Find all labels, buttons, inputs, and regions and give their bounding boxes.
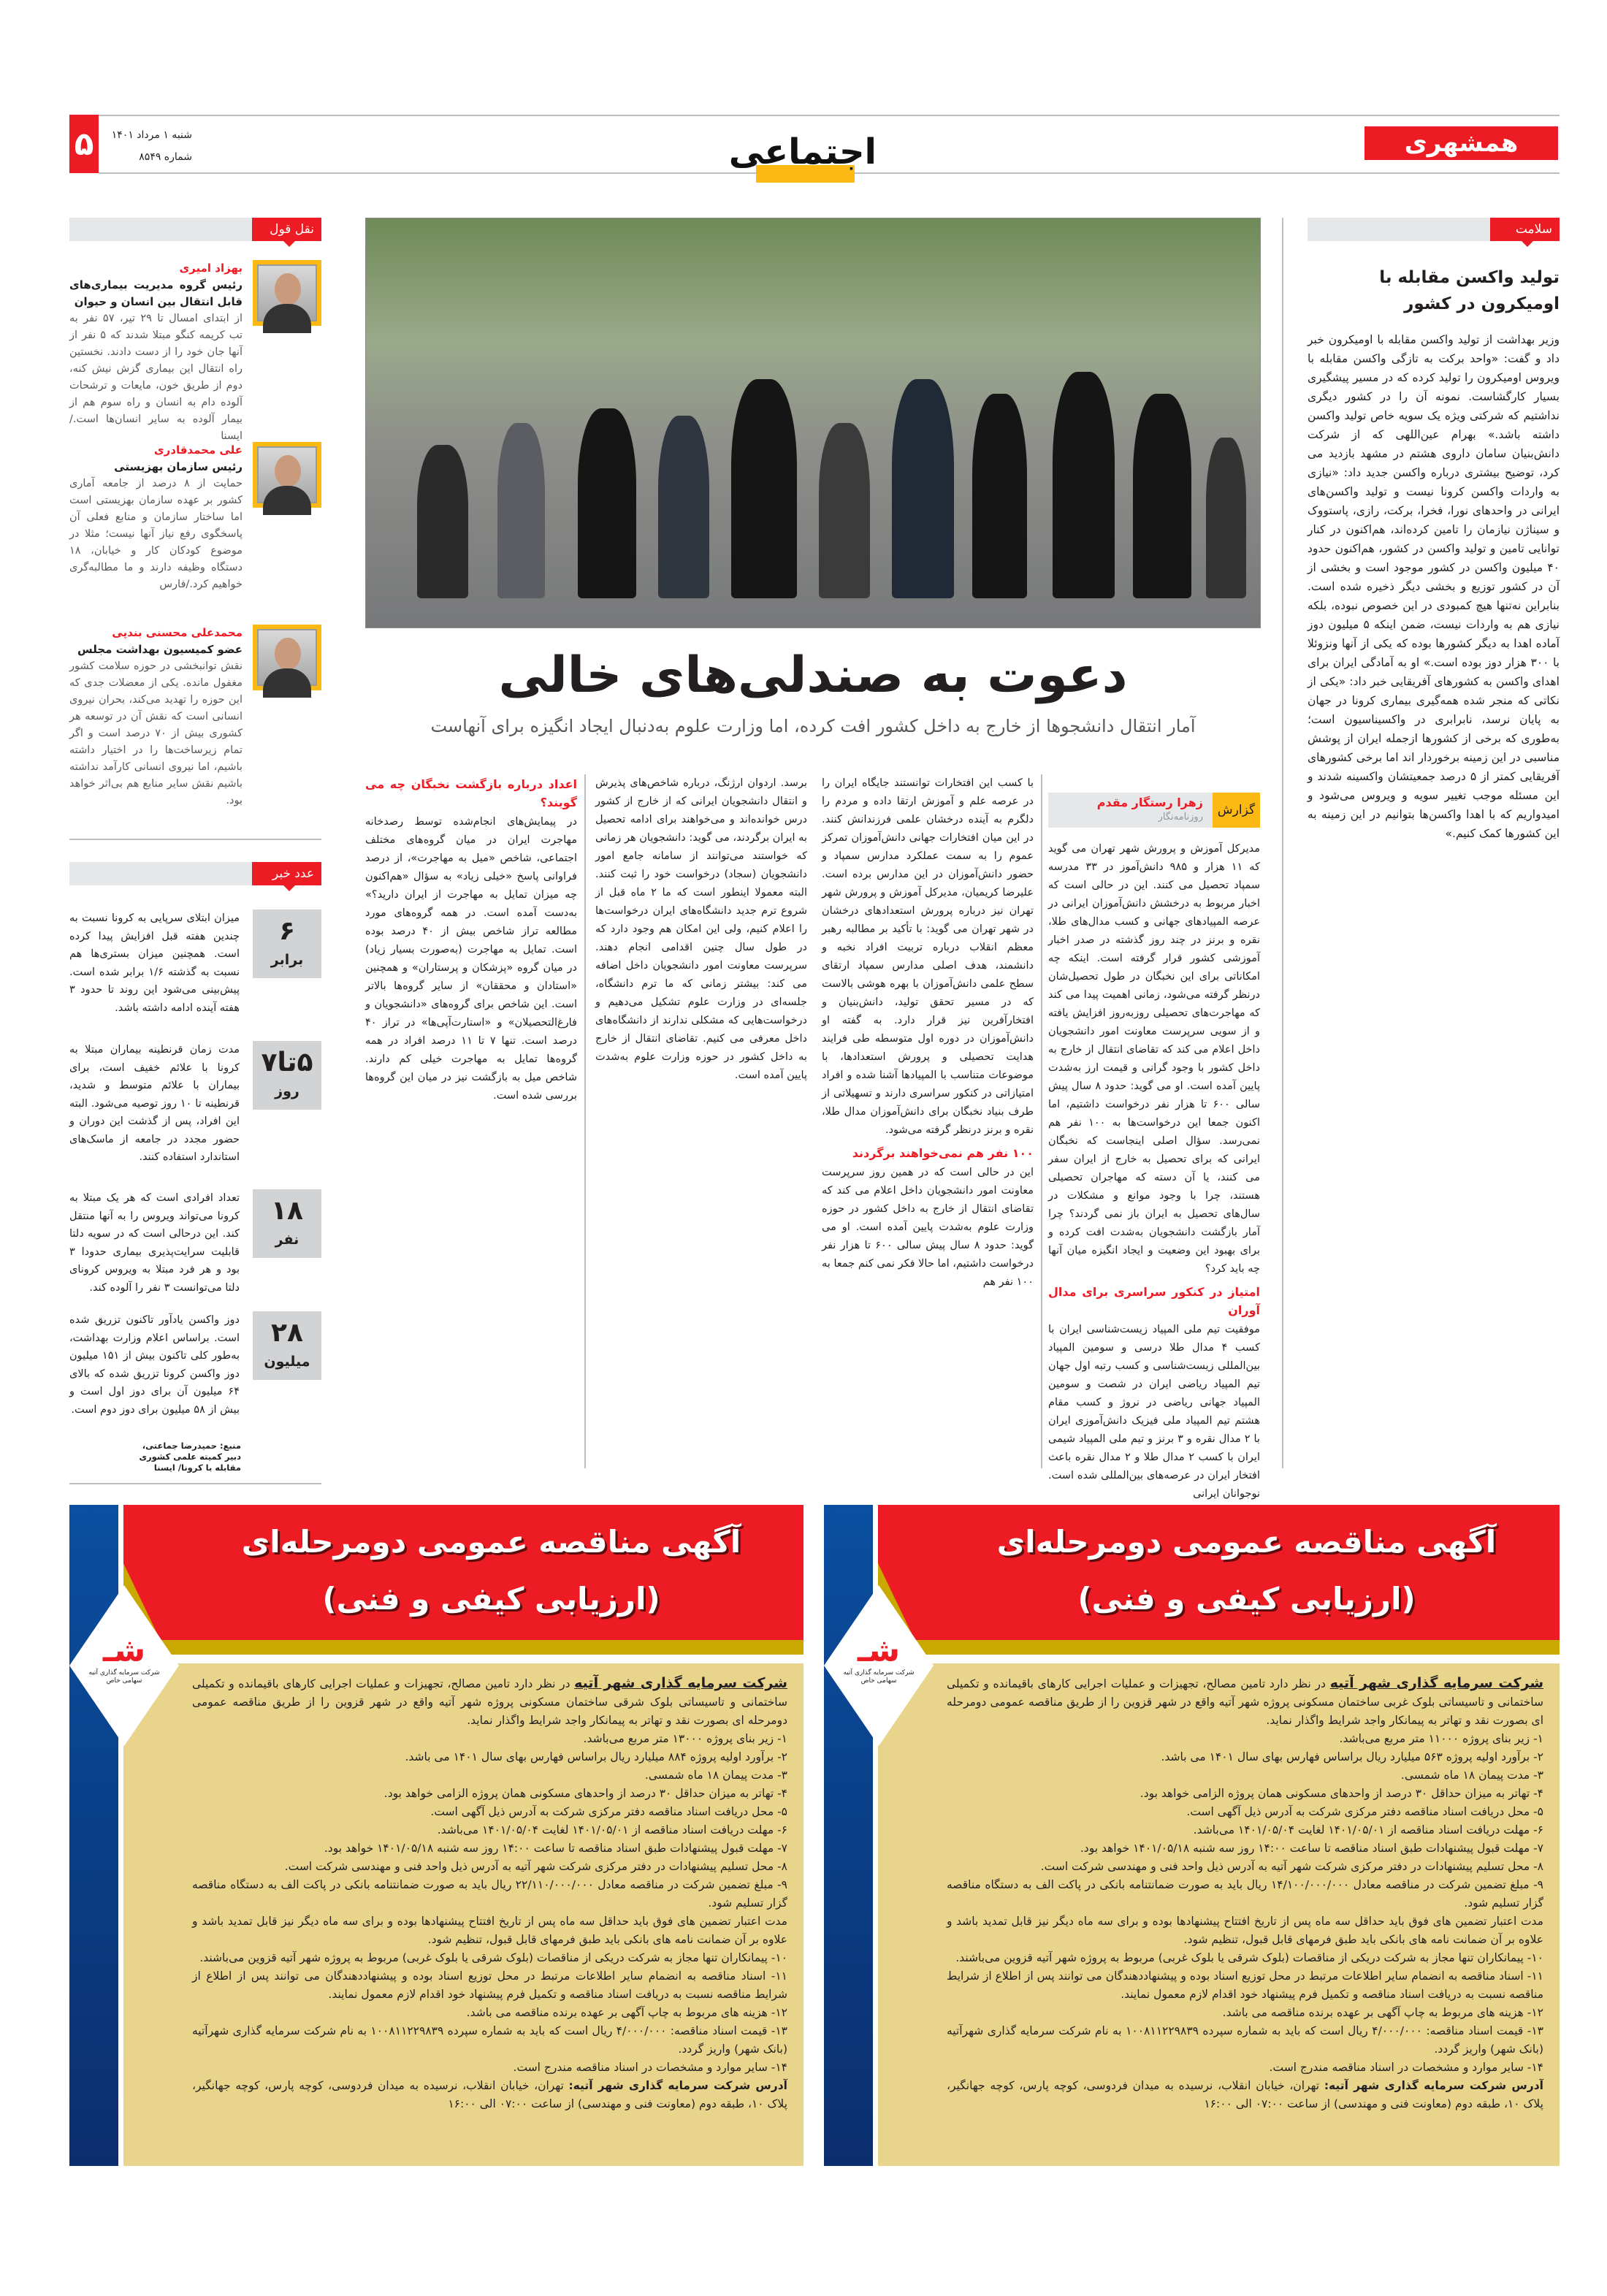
- article-paragraph: این در حالی است که در همین روز سرپرست معاونت امور دانشجویان داخل اعلام می کند که تقاضای انتقال از خارج به داخل کشور در حوزه وزارت علوم به‌شدت پایین آمده است. او می گوید: حدود ۸ سال پیش سالی ۶۰۰ تا هزار نفر درخواست داشتیم، اما حالا فکر نمی کنم جمعا به ۱۰۰ نفر هم: [822, 1167, 1034, 1288]
- number-item: [69, 1311, 321, 1419]
- number-body: میزان ابتلای سرپایی به کرونا نسبت به چندین هفته قبل افزایش پیدا کرده است. همچنین میزان بستری‌ها هم نسبت به گذشته ۱/۶ برابر شده است. پیش‌بینی می‌شود این روند تا حدود ۳ هفته آینده ادامه داشته باشد.: [69, 912, 240, 1014]
- numbers-tag-label: عدد خبر: [252, 862, 321, 885]
- article-paragraph: موفقیت تیم ملی المپیاد زیست‌شناسی ایران با کسب ۴ مدال طلا درسی و سومین المپیاد بین‌المللی زیست‌شناسی و کسب رتبه اول جهان تیم المپیاد ریاضی ایران در شصت و سومین المپیاد جهانی ریاضی در نروژ و کسب مقام هشتم تیم المپیاد ملی فیزیک دانش‌آموزی ایران با ۲ مدال نقره و ۳ برنز و تیم ملی المپیاد شیمی ایران با کسب ۲ مدال طلا و ۲ مدال نقره باعث افتخار ایران در عرصه‌های بین‌المللی شده است. نوجوانان ایرانی: [1048, 1324, 1260, 1500]
- ad-item: مدت اعتبار تضمین های فوق باید حداقل سه ماه پس از تاریخ افتتاح پیشنهادها بوده و برای سه ماه دیگر نیز قابل تمدید باشد و علاوه بر آن ضمانت نامه های بانکی باید طبق فرمهای قابل قبول، تنظیم شود.: [947, 1915, 1543, 1946]
- ad-item: ۹- مبلغ تضمین شرکت در مناقصه معادل ۱۴/۱۰۰/۰۰۰/۰۰۰ ریال باید به صورت ضمانتنامه بانکی در پاکت الف به دستگاه مناقصه گزار تسلیم شود.: [947, 1878, 1543, 1910]
- number-unit: نفر: [275, 1232, 299, 1248]
- number-box: [253, 1041, 321, 1110]
- number-body: مدت زمان قرنطینه بیماران مبتلا به کرونا با علائم خفیف است، برای بیماران با علائم متوسط و شدید، قرنطینه تا ۱۰ روز توصیه می‌شود. البته این افراد، پس از گذشت این دوران و حضور مجدد در جامعه از ماسک‌های استاندارد استفاده کنند.: [69, 1044, 240, 1163]
- quote-item: [69, 260, 321, 445]
- ad-item: ۱۴- سایر موارد و مشخصات در اسناد مناقصه مندرج است.: [1269, 2061, 1543, 2074]
- ad-item: ۴- تهاتر به میزان حداقل ۳۰ درصد از واحدهای مسکونی همان پروژه الزامی خواهد بود.: [1140, 1787, 1543, 1800]
- company-logo-text: شرکت سرمایه گذاری آتیه سهامی خاص: [88, 1669, 160, 1685]
- ad-items: [192, 1730, 787, 2077]
- sidebar-divider: [1282, 218, 1283, 1468]
- ad-item: ۱۳- قیمت اسناد مناقصه: ۴/۰۰۰/۰۰۰ ریال است که باید به شماره سپرده ۱۰۰۸۱۱۲۲۹۸۳۹ به نام شرکت سرمایه گذاری شهرآتیه (بانک شهر) واریز گردد.: [947, 2024, 1544, 2056]
- numbers-source: منبع: حمیدرضا جماعتی، دبیر کمیته علمی کشوری مقابله با کرونا/ ایسنا: [139, 1441, 241, 1473]
- main-article-photo: [365, 218, 1261, 628]
- ad-item: ۲- برآورد اولیه پروژه ۸۸۴ میلیارد ریال براساس فهارس بهای سال ۱۴۰۱ می باشد.: [405, 1750, 787, 1763]
- article-paragraph: در پیمایش‌های انجام‌شده توسط رصدخانه مهاجرت ایران در میان گروه‌های مختلف اجتماعی، شاخص «میل به مهاجرت»، از درصد فراوانی پاسخ «خیلی زیاد» به سؤال «هم‌اکنون چه میزان تمایل به مهاجرت از ایران دارید؟» به‌دست آمده است. در همه گروه‌های مورد مطالعه تراز شاخص بیش از ۴۰ درصد بوده است. تمایل به مهاجرت (به‌صورت بسیار زیاد) در میان گروه «پزشکان و پرستاران» و همچنین «استادان و محققان» از سایر گروه‌ها بالاتر است. این شاخص برای گروه‌های «دانشجویان و فارغ‌التحصیلان» و «استارت‌آپی‌ها» در تراز ۴۰ درصد است. تنها ۷ تا ۱۱ درصد افراد در همه گروه‌ها تمایل به مهاجرت خیلی کم دارند. شاخص میل به بازگشت نیز در میان این گروه‌ها بررسی شده است.: [365, 816, 578, 1102]
- article-paragraph: برسد. اردوان ارژنگ، درباره شاخص‌های پذیرش و انتقال دانشجویان ایرانی که از خارج از کشور درس خوانده‌اند و می‌خواهند برای ادامه تحصیل به ایران برگردند، می گوید: دانشجویان هر زمانی که خواستند می‌توانند از سامانه جامع امور دانشجویان (سجاد) درخواست خود را ثبت کنند. البته معمولا اینطور است که ما ۲ ماه قبل از شروع ترم جدید دانشگاه‌های ایران درخواست‌ها را اعلام کنیم، ولی این امکان هم وجود دارد که در طول سال چنین اقدامی انجام دهند. سرپرست معاونت امور دانشجویان داخل اضافه می کند: بیشتر زمانی که ما ترم دانشگاه، جلسه‌ای در وزارت علوم تشکیل می‌دهیم و درخواست‌هایی که مشکلی ندارند از دانشگاه‌های داخل معرفی می کنیم. تقاضای انتقال از خارج به داخل کشور در حوزه وزارت علوم به‌شدت پایین آمده است.: [595, 777, 807, 1081]
- number-body: دوز واکسن یادآور تاکنون تزریق شده است. براساس اعلام وزارت بهداشت، به‌طور کلی تاکنون بیش از ۱۵۱ میلیون دوز واکسن کرونا تزریق شده که بالای ۶۴ میلیون آن برای دوز اول است و بیش از ۵۸ میلیون برای دوز دوم است.: [69, 1314, 240, 1416]
- ad-title-line: آگهی مناقصه عمومی دومرحله‌ای: [996, 1524, 1497, 1560]
- tender-ad-east: [69, 1505, 804, 2166]
- section-logo: [728, 131, 877, 183]
- number-unit: برابر: [270, 952, 304, 968]
- ad-item: ۶- مهلت دریافت اسناد مناقصه از ۱۴۰۱/۰۵/۰۱ لغایت ۱۴۰۱/۰۵/۰۴ می‌باشد.: [437, 1823, 787, 1837]
- health-tag-label: سلامت: [1490, 218, 1560, 241]
- ad-item: ۱۲- هزینه های مربوط به چاپ آگهی بر عهده برنده مناقصه می باشد.: [466, 2006, 787, 2019]
- ad-item: ۸- محل تسلیم پیشنهادات در دفتر مرکزی شرکت شهر آتیه به آدرس ذیل واحد فنی و مهندسی شرکت است.: [284, 1860, 787, 1873]
- article-paragraph: با کسب این افتخارات توانستند جایگاه ایران را در عرصه علم و آموزش ارتقا داده و مردم را دلگرم به آینده درخشان علمی فرزندانش کنند. در این میان افتخارات جهانی دانش‌آموزان تمرکز عموم را به سمت عملکرد مدارس سمپاد و حضور دانش‌آموزان در این مدارس برده است. علیرضا کریمیان، مدیرکل آموزش و پرورش شهر تهران نیز درباره پرورش استعدادهای درخشان در شهر تهران می گوید: با تأکید بر مطالبه رهبر معظم انقلاب درباره تربیت افراد نخبه و دانشمند، هدف اصلی مدارس سمپاد ارتقای سطح علمی دانش‌آموزان با بهره هوشی بالاست که در مسیر تحقق تولید، دانش‌بنیان و افتخارآفرین نیز قرار دارد. به گفته او دانش‌آموزان در دوره اول متوسطه طی فرایند هدایت تحصیلی و پرورش استعدادها، با موضوعات متناسب با المپیادها آشنا شده و افراد امتیازاتی در کنکور سراسری دارند و تسهیلاتی از طرف بنیاد نخبگان برای دانش‌آموزان مدال طلا، نقره و برنز درنظر گرفته می‌شود.: [822, 777, 1034, 1136]
- ad-intro: در نظر دارد تامین مصالح، تجهیزات و عملیات اجرایی کارهای باقیمانده و تکمیلی ساختمانی و تاسیساتی بلوک غربی ساختمان مسکونی پروژه شهر آتیه واقع در شهر قزوین را از طریق مناقصه عمومی دومرحله ای بصورت نقد و تهاتر به پیمانکار واجد شرایط واگذار نماید.: [947, 1677, 1543, 1727]
- article-paragraph: مدیرکل آموزش و پرورش شهر تهران می گوید که ۱۱ هزار و ۹۸۵ دانش‌آموز در ۳۳ مدرسه سمپاد تحصیل می کنند. این در حالی است که اخبار مربوط به درخشش دانش‌آموزان ایرانی در عرصه المپیادهای جهانی و کسب مدال‌های طلا، نقره و برنز در چند روز گذشته در صدر اخبار آموزشی کشور قرار گرفته است. اینکه چه امکاناتی برای این نخبگان در طول تحصیل‌شان درنظر گرفته می‌شود، زمانی اهمیت پیدا می کند که مهاجرت‌های تحصیلی روزبه‌روز افزایش یافته و از سویی سرپرست معاونت امور دانشجویان داخل اعلام می کند که تقاضای انتقال از خارج به داخل کشور با وجود گرانی و قیمت ارز به‌شدت پایین آمده است. او می گوید: حدود ۸ سال پیش سالی ۶۰۰ تا هزار نفر درخواست داشتیم، اما اکنون جمعا این درخواست‌ها به ۱۰۰ نفر هم نمی‌رسد. سؤال اصلی اینجاست که نخبگان ایرانی که برای تحصیل به خارج از ایران سفر می کنند، یا آن دسته که مهاجران تحصیلی هستند، چرا با وجود موانع و مشکلات در سال‌های تحصیل به ایران باز نمی گردند؟ چرا آمار بازگشت دانشجویان به‌شدت افت کرده و برای بهبود این وضعیت و ایجاد انگیزه میان آنها چه باید کرد؟: [1048, 843, 1261, 1275]
- ad-address-label: آدرس شرکت سرمایه گذاری شهر آتیه:: [1324, 2079, 1543, 2092]
- ad-title-line: (ارزیابی کیفی و فنی): [322, 1581, 660, 1617]
- ad-item: ۱۱- اسناد مناقصه به انضمام سایر اطلاعات مرتبط در محل توزیع اسناد بوده و پیشنهاددهندگان می توانند پس از اطلاع از شرایط مناقصه نسبت به دریافت اسناد مناقصه و تکمیل فرم پیشنهاد خود اقدام لازم معمول نمایند.: [947, 1969, 1543, 2001]
- article-subheading: اعداد درباره بازگشت نخبگان چه می گویند؟: [365, 777, 577, 809]
- ad-address: تهران، خیابان انقلاب، نرسیده به میدان فردوسی، کوچه پارس، کوچه جهانگیر، پلاک ۱۰، طبقه دوم (معاونت فنی و مهندسی) از ساعت ۰۷:۰۰ الی ۱۶:۰۰: [947, 2079, 1543, 2110]
- ad-item: ۳- مدت پیمان ۱۸ ماه شمسی.: [644, 1769, 787, 1782]
- divider: [69, 1483, 321, 1484]
- ad-item: ۱۴- سایر موارد و مشخصات در اسناد مناقصه مندرج است.: [513, 2061, 787, 2074]
- number-box: [253, 1189, 321, 1258]
- quote-name: بهزاد امیری: [179, 262, 243, 275]
- ad-item: ۱۳- قیمت اسناد مناقصه: ۴/۰۰۰/۰۰۰ ریال است که باید به شماره سپرده ۱۰۰۸۱۱۲۲۹۸۳۹ به نام شرکت سرمایه گذاری شهرآتیه (بانک شهر) واریز گردد.: [192, 2024, 788, 2056]
- numbers-tag: [69, 862, 321, 885]
- ad-title: [194, 1514, 789, 1628]
- report-label: گزارش: [1213, 793, 1260, 828]
- ad-item: ۵- محل دریافت اسناد مناقصه دفتر مرکزی شرکت به آدرس ذیل آگهی است.: [1186, 1805, 1543, 1818]
- ad-title: [948, 1514, 1545, 1628]
- article-column: [365, 771, 577, 1468]
- quote-body: نقش توانبخشی در حوزه سلامت کشور مغفول مانده. یکی از معضلات جدی که این حوزه را تهدید می‌کند، بحران نیروی انسانی است که نقش آن در توسعه هر کشوری بیش از ۷۰ درصد است و اگر تمام زیرساخت‌ها را در اختیار داشته باشیم، اما نیروی انسانی کارآمد نداشته باشیم نقش سایر منابع هم بی‌اثر خواهد بود.: [69, 660, 243, 806]
- article-subheading: ۱۰۰ نفر هم نمی‌خواهند برگردند: [852, 1146, 1034, 1160]
- number-value: ۶: [279, 916, 295, 946]
- author-name: زهرا رستگار مقدم: [1096, 796, 1203, 809]
- column-divider: [1041, 774, 1042, 1468]
- ad-item: ۸- محل تسلیم پیشنهادات در دفتر مرکزی شرکت شهر آتیه به آدرس ذیل واحد فنی و مهندسی شرکت است.: [1040, 1860, 1543, 1873]
- number-box: [253, 909, 321, 978]
- ad-item: ۵- محل دریافت اسناد مناقصه دفتر مرکزی شرکت به آدرس ذیل آگهی است.: [430, 1805, 787, 1818]
- ad-item: ۳- مدت پیمان ۱۸ ماه شمسی.: [1400, 1769, 1543, 1782]
- ad-item: ۱۲- هزینه های مربوط به چاپ آگهی بر عهده برنده مناقصه می باشد.: [1222, 2006, 1543, 2019]
- number-body: تعداد افرادی است که هر یک مبتلا به کرونا می‌تواند ویروس را به آنها منتقل کند. این درحالی است که در سویه دلتا قابلیت سرایت‌پذیری بیماری حدودا ۳ بود و هر فرد مبتلا به ویروس کرونای دلتا می‌توانست ۳ نفر را آلوده کند.: [69, 1192, 240, 1294]
- company-logo: شـ شرکت سرمایه گذاری آتیه سهامی خاص: [839, 1633, 919, 1698]
- portrait-photo: [253, 442, 321, 508]
- ad-gold-band: [123, 1640, 804, 1655]
- ad-item: مدت اعتبار تضمین های فوق باید حداقل سه ماه پس از تاریخ افتتاح پیشنهادها بوده و برای سه ماه دیگر نیز قابل تمدید باشد و علاوه بر آن ضمانت نامه های بانکی باید طبق فرمهای قابل قبول، تنظیم شود.: [192, 1915, 787, 1946]
- quote-name: محمدعلی محسنی بندپی: [112, 626, 243, 639]
- report-byline: [1048, 793, 1260, 828]
- ad-title-line: آگهی مناقصه عمومی دومرحله‌ای: [241, 1524, 741, 1560]
- article-column: [822, 774, 1034, 1468]
- number-item: [69, 1189, 321, 1297]
- ad-body: [192, 1674, 787, 2113]
- quote-body: از ابتدای امسال تا ۲۹ تیر، ۵۷ نفر به تب کریمه کنگو مبتلا شدند که ۵ نفر از آنها جان خود را از دست دادند. نخستین راه انتقال این بیماری گزش نیش کنه، دوم از طریق خون، مایعات و ترشحات آلوده دام به انسان و راه سوم هم از بیمار آلوده به سایر انسان‌ها است./ایسنا: [69, 313, 243, 442]
- quotes-tag: [69, 218, 321, 241]
- ad-item: ۴- تهاتر به میزان حداقل ۳۰ درصد از واحدهای مسکونی همان پروژه الزامی خواهد بود.: [383, 1787, 787, 1800]
- ad-item: ۶- مهلت دریافت اسناد مناقصه از ۱۴۰۱/۰۵/۰۱ لغایت ۱۴۰۱/۰۵/۰۴ می‌باشد.: [1193, 1823, 1543, 1837]
- quote-role: رئیس سازمان بهزیستی: [114, 460, 243, 473]
- ad-body: [947, 1674, 1543, 2113]
- quote-item: [69, 625, 321, 809]
- article-subhead: آمار انتقال دانشجوها از خارج به داخل کشور افت کرده، اما وزارت علوم به‌دنبال ایجاد انگیزه برای آنهاست: [430, 716, 1196, 736]
- company-logo-text: شرکت سرمایه گذاری آتیه سهامی خاص: [843, 1669, 915, 1685]
- page-number: ۵: [69, 115, 99, 173]
- article-headline: دعوت به صندلی‌های خالی: [498, 647, 1128, 704]
- ad-item: ۱۰- پیمانکاران تنها مجاز به شرکت دریکی از مناقصات (بلوک شرقی یا بلوک غربی) مربوط به پروژه شهر آتیه قزوین می‌باشند.: [955, 1951, 1543, 1964]
- article-column: [1048, 840, 1261, 1500]
- quotes-tag-label: نقل قول: [252, 218, 321, 241]
- ad-blue-band: [824, 1505, 873, 2166]
- portrait-photo: [253, 260, 321, 326]
- article-column: [595, 774, 807, 1468]
- ad-item: ۹- مبلغ تضمین شرکت در مناقصه معادل ۲۲/۱۱۰/۰۰۰/۰۰۰ ریال باید به صورت ضمانتنامه بانکی در پاکت الف به دستگاه مناقصه گزار تسلیم شود.: [192, 1878, 787, 1910]
- divider: [69, 839, 321, 840]
- ad-item: ۱- زیر بنای پروژه ۱۱۰۰۰ متر مربع می‌باشد.: [1339, 1732, 1543, 1745]
- number-item: [69, 1041, 321, 1167]
- number-box: [253, 1311, 321, 1380]
- quote-body: حمایت از ۸ درصد از جامعه آماری کشور بر عهده سازمان بهزیستی است اما ساختار سازمان و منابع فعلی آن پاسخگوی رفع نیاز آنها نیست؛ مثلا در موضوع کودکان کار و خیابان، ۱۸ دستگاه وظیفه دارند و ما مطالبه‌گری خواهیم کرد./فارس: [69, 478, 243, 590]
- number-value: ۲۸: [271, 1318, 303, 1348]
- number-item: [69, 909, 321, 1017]
- newspaper-logo: همشهری: [1364, 126, 1558, 160]
- quote-role: رئیس گروه مدیریت بیماری‌های قابل انتقال بین انسان و حیوان: [69, 278, 243, 308]
- ad-title-line: (ارزیابی کیفی و فنی): [1077, 1581, 1416, 1617]
- ad-address-label: آدرس شرکت سرمایه گذاری شهر آتیه:: [568, 2079, 787, 2092]
- author-role: روزنامه‌نگار: [1158, 812, 1203, 823]
- ad-item: ۱۰- پیمانکاران تنها مجاز به شرکت دریکی از مناقصات (بلوک شرقی یا بلوک غربی) مربوط به پروژه شهر آتیه قزوین می‌باشند.: [199, 1951, 787, 1964]
- number-value: ۱۸: [271, 1196, 303, 1226]
- quote-role: عضو کمیسیون بهداشت مجلس: [77, 643, 243, 656]
- section-title: اجتماعی: [728, 131, 877, 172]
- ad-intro: در نظر دارد تامین مصالح، تجهیزات و عملیات اجرایی کارهای باقیمانده و تکمیلی ساختمانی و تاسیساتی بلوک شرقی ساختمان مسکونی پروژه شهر آتیه واقع در شهر قزوین را از طریق مناقصه عمومی دومرحله ای بصورت نقد و تهاتر به پیمانکار واجد شرایط واگذار نماید.: [192, 1677, 787, 1727]
- ad-items: [947, 1730, 1543, 2077]
- issue-date: شنبه ۱ مرداد ۱۴۰۱: [111, 129, 192, 141]
- ad-company: شرکت سرمایه گذاری شهر آتیه: [574, 1675, 787, 1691]
- ad-blue-band: [69, 1505, 118, 2166]
- tender-ad-west: [824, 1505, 1560, 2166]
- issue-info: [104, 124, 192, 168]
- health-body: وزیر بهداشت از تولید واکسن مقابله با اومیکرون خبر داد و گفت: «واحد برکت به تازگی واکسن مقابله با ویروس اومیکرون را تولید کرده که در مسیر پیشگیری بسیار کارگشاست. نمونه آن را در کشور دیگری نداشتیم که شرکتی ویژه یک سویه خاص تولید واکسن داشته باشد.» بهرام عین‌اللهی که از شرکت دانش‌بنیان سامان داروی هشتم در مشهد بازدید می کرد، توضیح بیشتری درباره واکسن جدید داد: «نیازی به واردات واکسن کرونا نیست و تولید واکسن‌های ایرانی در واحدهای نورا، فخرا، برکت، رازی، پاستووک و سیناژن نیازمان را تامین کرده‌اند، هم‌اکنون در کنار توانایی تامین و تولید واکسن در کشور، هم‌اکنون حدود ۴۰ میلیون واکسن در کشور موجود است و بخشی از آن در کشور توزیع و بخشی دیگر ذخیره شده است. بنابراین نه‌تنها هیچ کمبودی در این خصوص نبوده، بلکه نیازی هم به واردات نیست، ضمن اینکه ۵ میلیون دوز آماده اهدا به دیگر کشورها بوده که یکی از آنها ونزوئلا با ۳۰۰ هزار دوز بوده است.» او به آمادگی ایران برای اهدای واکسن به کشورهای آفریقایی خبر داد: «یکی از نکاتی که منجر شده همه‌گیری بیماری کرونا در جهان به پایان نرسد، نابرابری در واکسیناسیون است؛ به‌طوری که برخی از کشورها ازجمله ایران از پوشش مناسبی در این زمینه برخوردار اند اما برخی کشورهای آفریقایی کمتر از ۵ درصد جمعیتشان واکسینه شدند و این مسئله موجب تغییر سویه و ویروس می‌شود و امیدواریم که با اهدا واکسن‌ها بتوانیم در این زمینه به این کشورها کمک کنیم.»: [1308, 333, 1560, 840]
- ad-company: شرکت سرمایه گذاری شهر آتیه: [1329, 1675, 1543, 1691]
- ad-item: ۷- مهلت قبول پیشنهادات طبق اسناد مناقصه تا ساعت ۱۴:۰۰ روز سه شنبه ۱۴۰۱/۰۵/۱۸ خواهد بود.: [1080, 1842, 1543, 1855]
- number-value: ۵تا۷: [261, 1048, 313, 1078]
- quote-item: [69, 442, 321, 593]
- company-logo: شـ شرکت سرمایه گذاری آتیه سهامی خاص: [84, 1633, 164, 1698]
- health-headline: تولید واکسن مقابله با اومیکرون در کشور: [1379, 268, 1560, 313]
- number-unit: روز: [275, 1083, 299, 1099]
- ad-item: ۱۱- اسناد مناقصه به انضمام سایر اطلاعات مرتبط در محل توزیع اسناد بوده و پیشنهاددهندگان می توانند پس از اطلاع از شرایط مناقصه نسبت به دریافت اسناد مناقصه و تکمیل فرم پیشنهاد خود اقدام لازم معمول نمایند.: [192, 1969, 787, 2001]
- article-subheading: امتیاز در کنکور سراسری برای مدال آوران: [1048, 1285, 1260, 1317]
- ad-gold-band: [878, 1640, 1560, 1655]
- issue-number: شماره ۸۵۴۹: [139, 151, 192, 163]
- ad-item: ۲- برآورد اولیه پروژه ۵۶۳ میلیارد ریال براساس فهارس بهای سال ۱۴۰۱ می باشد.: [1161, 1750, 1543, 1763]
- quote-name: علی محمدقادری: [153, 443, 243, 457]
- header-rule-top: [99, 115, 1560, 116]
- ad-item: ۱- زیر بنای پروژه ۱۳۰۰۰ متر مربع می‌باشد.: [583, 1732, 787, 1745]
- ad-address: تهران، خیابان انقلاب، نرسیده به میدان فردوسی، کوچه پارس، کوچه جهانگیر، پلاک ۱۰، طبقه دوم (معاونت فنی و مهندسی) از ساعت ۰۷:۰۰ الی ۱۶:۰۰: [192, 2079, 787, 2110]
- ad-item: ۷- مهلت قبول پیشنهادات طبق اسناد مناقصه تا ساعت ۱۴:۰۰ روز سه شنبه ۱۴۰۱/۰۵/۱۸ خواهد بود.: [324, 1842, 787, 1855]
- number-unit: میلیون: [264, 1354, 310, 1370]
- health-tag: [1308, 218, 1560, 241]
- column-divider: [584, 774, 586, 1468]
- portrait-photo: [253, 625, 321, 690]
